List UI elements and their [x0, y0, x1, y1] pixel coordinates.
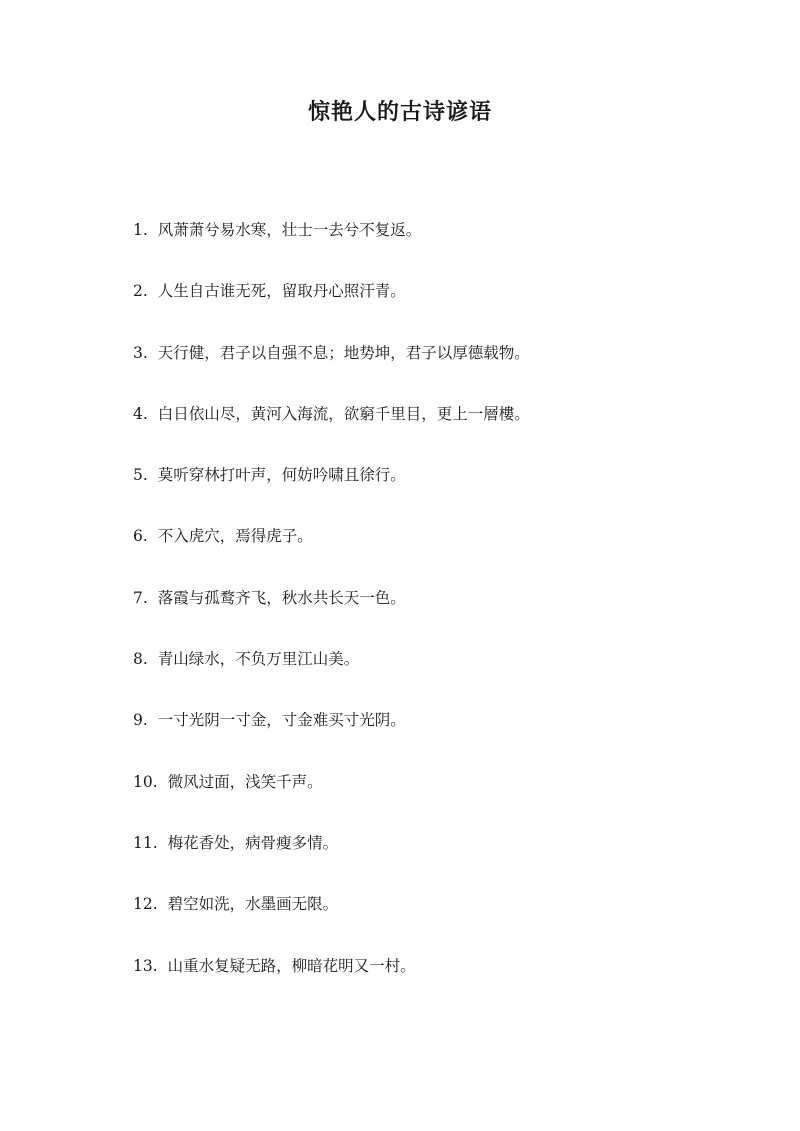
proverb-list	[133, 215, 530, 1012]
item-text: 微风过面，浅笑千声。	[167, 772, 323, 791]
item-number: 9.	[133, 711, 148, 730]
item-text: 碧空如洗，水墨画无限。	[167, 895, 339, 914]
item-number: 3.	[133, 343, 148, 362]
item-number: 8.	[133, 650, 148, 669]
item-number: 13.	[133, 956, 158, 975]
list-item	[133, 767, 530, 828]
item-text: 不入虎穴，焉得虎子。	[157, 527, 313, 546]
item-number: 10.	[133, 772, 158, 791]
item-number: 12.	[133, 895, 158, 914]
item-text: 落霞与孤鹜齐飞，秋水共长天一色。	[157, 588, 406, 607]
list-item	[133, 276, 530, 337]
list-item	[133, 644, 530, 705]
list-item	[133, 951, 530, 1012]
item-number: 6.	[133, 527, 148, 546]
item-text: 青山绿水，不负万里江山美。	[157, 650, 360, 669]
list-item	[133, 828, 530, 889]
list-item	[133, 215, 530, 276]
list-item	[133, 705, 530, 766]
item-number: 7.	[133, 588, 148, 607]
item-text: 莫听穿林打叶声，何妨吟啸且徐行。	[157, 466, 406, 485]
item-text: 风萧萧兮易水寒，壮士一去兮不复返。	[157, 221, 422, 239]
list-item	[133, 521, 530, 582]
item-number: 2.	[133, 282, 148, 301]
item-text: 天行健，君子以自强不息；地势坤，君子以厚德载物。	[157, 343, 530, 362]
list-item	[133, 889, 530, 950]
item-number: 5.	[133, 466, 148, 485]
item-number: 1.	[133, 221, 148, 239]
list-item	[133, 583, 530, 644]
item-text: 山重水复疑无路，柳暗花明又一村。	[167, 956, 416, 975]
item-text: 白日依山尽，黄河入海流，欲窮千里目，更上一層樓。	[157, 404, 530, 423]
item-text: 人生自古谁无死，留取丹心照汗青。	[157, 282, 406, 301]
item-number: 11.	[133, 833, 158, 852]
document-title: 惊艳人的古诗谚语	[307, 99, 492, 125]
item-text: 一寸光阴一寸金，寸金难买寸光阴。	[157, 711, 406, 730]
list-item	[133, 399, 530, 460]
item-text: 梅花香处，病骨瘦多情。	[167, 833, 339, 852]
list-item	[133, 460, 530, 521]
list-item	[133, 338, 530, 399]
item-number: 4.	[133, 404, 148, 423]
